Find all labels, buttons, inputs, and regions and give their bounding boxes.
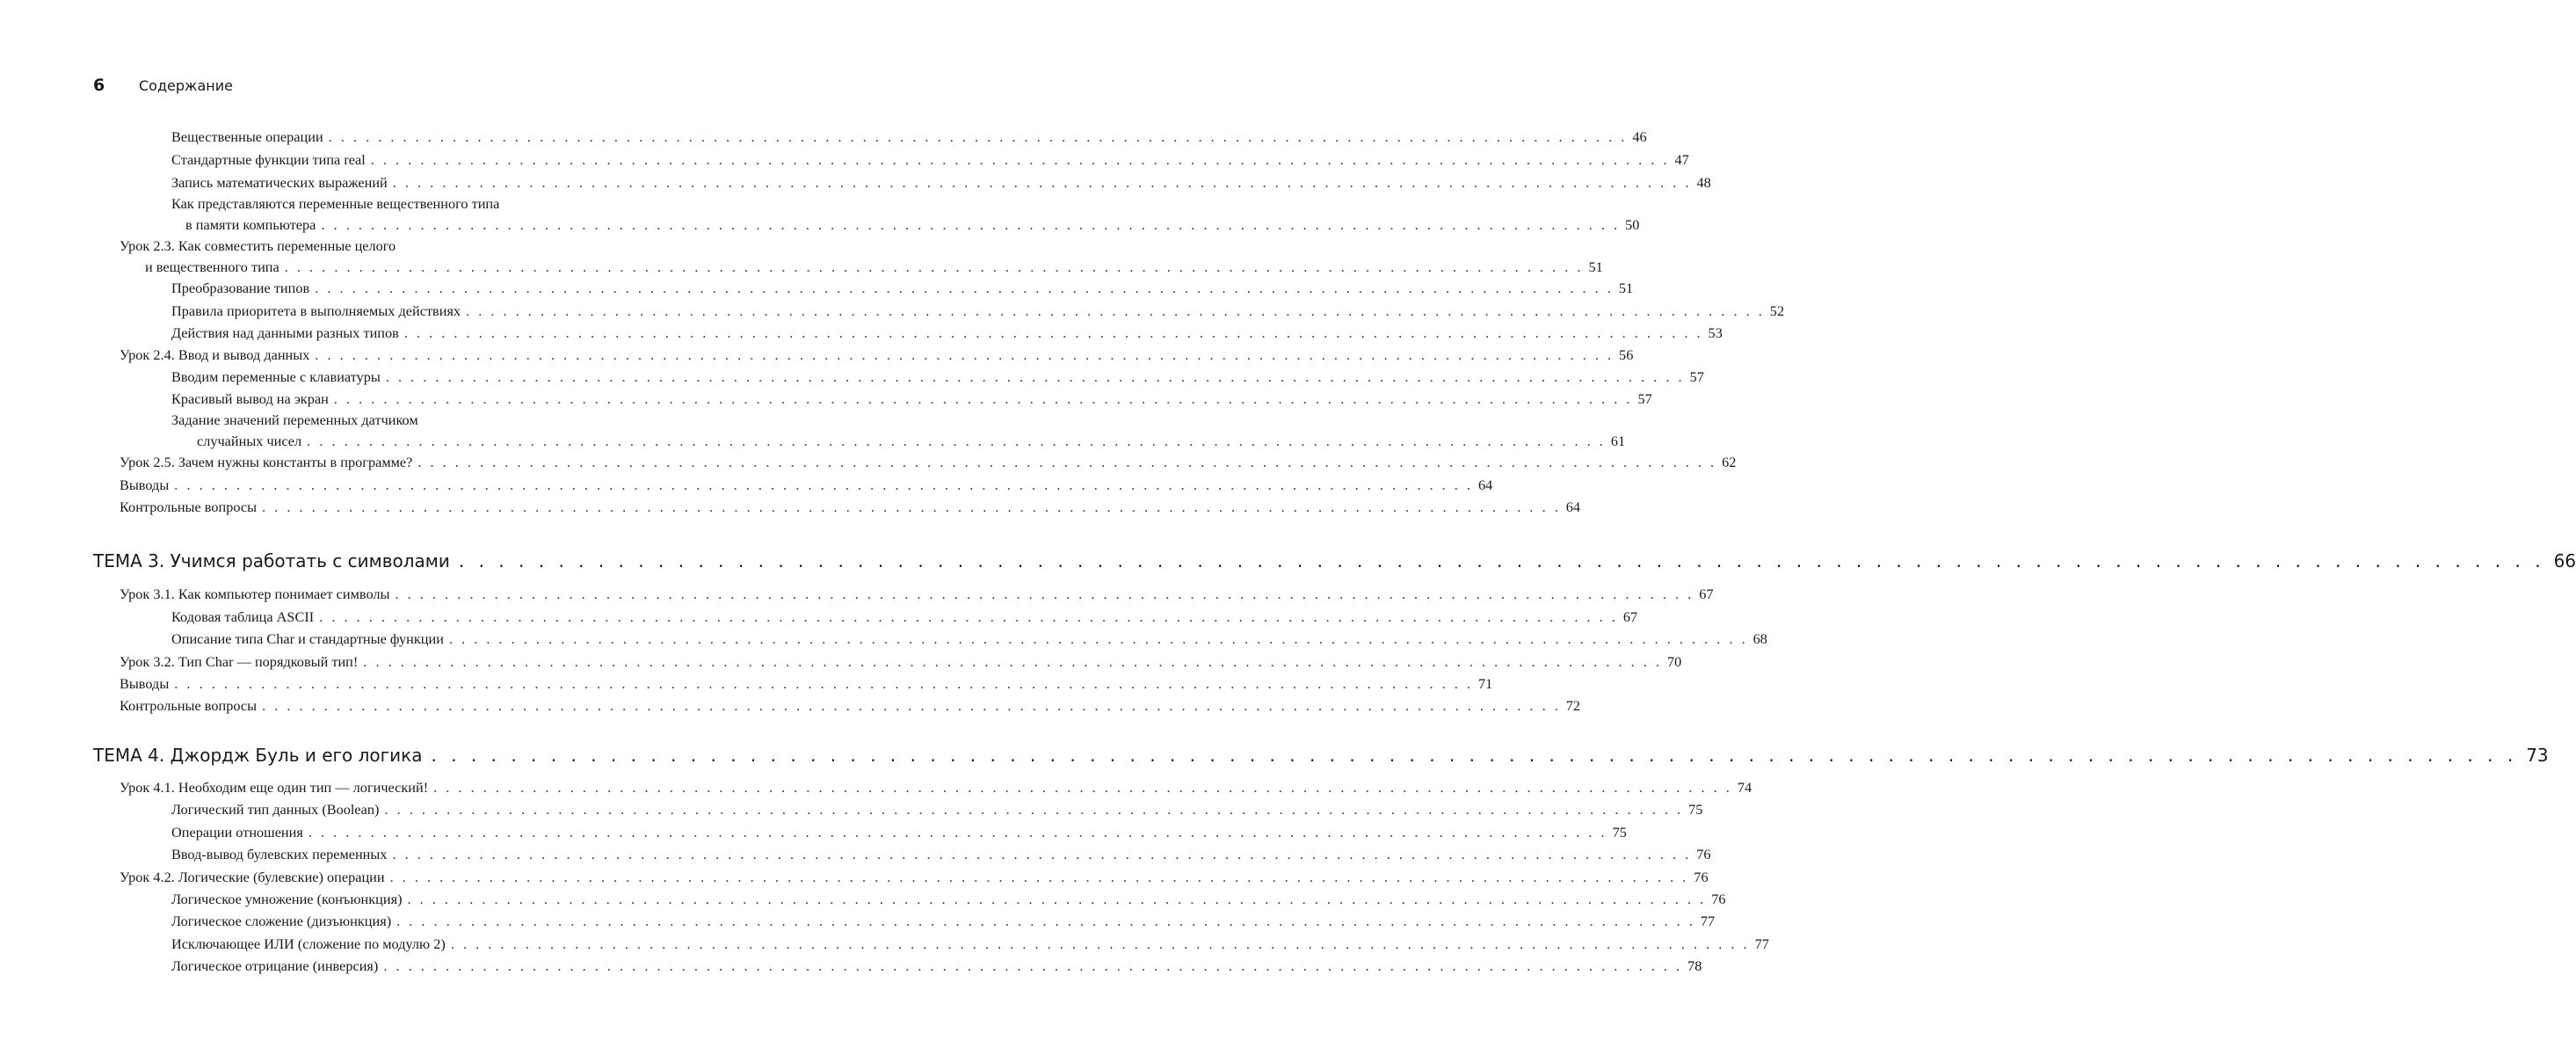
toc-entry[interactable]: Ввод-вывод булевских переменных . . . . . . . . . . . . . . . . . . . . . . . . . . . . . . . . . . . . . . . . . . . . . . . . . . . . . . . . . . . . . . . . . . . . . . . . . . . . . . . . . . . . . . . . . . . . . . . . . . . . . . . . . 76 (171, 846, 1711, 862)
toc-entry[interactable]: Контрольные вопросы . . . . . . . . . . . . . . . . . . . . . . . . . . . . . . . . . . . . . . . . . . . . . . . . . . . . . . . . . . . . . . . . . . . . . . . . . . . . . . . . . . . . . . . . . . . . . . . . . . . . . . . . . 72 (120, 697, 1581, 714)
toc-entry[interactable]: Логический тип данных (Boolean) . . . . . . . . . . . . . . . . . . . . . . . . . . . . . . . . . . . . . . . . . . . . . . . . . . . . . . . . . . . . . . . . . . . . . . . . . . . . . . . . . . . . . . . . . . . . . . . . . . . . . . . . . 75 (171, 801, 1703, 818)
toc-entry[interactable]: Урок 3.1. Как компьютер понимает символы . . . . . . . . . . . . . . . . . . . . . . . . . . . . . . . . . . . . . . . . . . . . . . . . . . . . . . . . . . . . . . . . . . . . . . . . . . . . . . . . . . . . . . . . . . . . . . . . . . . . . . . . . 67 (120, 586, 1714, 602)
toc-topic[interactable]: ТЕМА 4. Джордж Буль и его логика . . . . . . . . . . . . . . . . . . . . . . . . . . . . . . . . . . . . . . . . . . . . . . . . . . . . . . . . . . . . . . . . . . . . . . . . . . . . . . . . . . . . . . . . . . . . . . . . . . . . . . . . . 73 (93, 745, 2549, 766)
toc-entry[interactable]: Урок 2.5. Зачем нужны константы в программе? . . . . . . . . . . . . . . . . . . . . . . . . . . . . . . . . . . . . . . . . . . . . . . . . . . . . . . . . . . . . . . . . . . . . . . . . . . . . . . . . . . . . . . . . . . . . . . . . . . . . . . . . . 62 (120, 454, 1737, 470)
toc-entry[interactable]: Логическое сложение (дизъюнкция) . . . . . . . . . . . . . . . . . . . . . . . . . . . . . . . . . . . . . . . . . . . . . . . . . . . . . . . . . . . . . . . . . . . . . . . . . . . . . . . . . . . . . . . . . . . . . . . . . . . . . . . . . 77 (171, 913, 1716, 929)
page-header (93, 76, 233, 95)
toc-entry[interactable]: Преобразование типов . . . . . . . . . . . . . . . . . . . . . . . . . . . . . . . . . . . . . . . . . . . . . . . . . . . . . . . . . . . . . . . . . . . . . . . . . . . . . . . . . . . . . . . . . . . . . . . . . . . . . . . . . 51 (171, 280, 1634, 296)
toc-entry[interactable]: Логическое отрицание (инверсия) . . . . . . . . . . . . . . . . . . . . . . . . . . . . . . . . . . . . . . . . . . . . . . . . . . . . . . . . . . . . . . . . . . . . . . . . . . . . . . . . . . . . . . . . . . . . . . . . . . . . . . . . . 78 (171, 957, 1702, 974)
toc-entry[interactable]: Контрольные вопросы . . . . . . . . . . . . . . . . . . . . . . . . . . . . . . . . . . . . . . . . . . . . . . . . . . . . . . . . . . . . . . . . . . . . . . . . . . . . . . . . . . . . . . . . . . . . . . . . . . . . . . . . . 64 (120, 498, 1581, 515)
toc-entry[interactable]: Урок 4.2. Логические (булевские) операции . . . . . . . . . . . . . . . . . . . . . . . . . . . . . . . . . . . . . . . . . . . . . . . . . . . . . . . . . . . . . . . . . . . . . . . . . . . . . . . . . . . . . . . . . . . . . . . . . . . . . . . . . 76 (120, 869, 1709, 885)
toc-entry[interactable]: Логическое умножение (конъюнкция) . . . . . . . . . . . . . . . . . . . . . . . . . . . . . . . . . . . . . . . . . . . . . . . . . . . . . . . . . . . . . . . . . . . . . . . . . . . . . . . . . . . . . . . . . . . . . . . . . . . . . . . . . 76 (171, 891, 1726, 907)
toc-entry[interactable]: Выводы . . . . . . . . . . . . . . . . . . . . . . . . . . . . . . . . . . . . . . . . . . . . . . . . . . . . . . . . . . . . . . . . . . . . . . . . . . . . . . . . . . . . . . . . . . . . . . . . . . . . . . . . . 71 (120, 675, 1493, 692)
toc-entry[interactable]: Описание типа Char и стандартные функции . . . . . . . . . . . . . . . . . . . . . . . . . . . . . . . . . . . . . . . . . . . . . . . . . . . . . . . . . . . . . . . . . . . . . . . . . . . . . . . . . . . . . . . . . . . . . . . . . . . . . . . . . 68 (171, 630, 1767, 647)
toc-entry[interactable]: Стандартные функции типа real . . . . . . . . . . . . . . . . . . . . . . . . . . . . . . . . . . . . . . . . . . . . . . . . . . . . . . . . . . . . . . . . . . . . . . . . . . . . . . . . . . . . . . . . . . . . . . . . . . . . . . . . . 47 (171, 151, 1689, 168)
toc-entry[interactable]: Вещественные операции . . . . . . . . . . . . . . . . . . . . . . . . . . . . . . . . . . . . . . . . . . . . . . . . . . . . . . . . . . . . . . . . . . . . . . . . . . . . . . . . . . . . . . . . . . . . . . . . . . . . . . . . . 46 (171, 128, 1647, 145)
toc-entry[interactable]: Исключающее ИЛИ (сложение по модулю 2) . . . . . . . . . . . . . . . . . . . . . . . . . . . . . . . . . . . . . . . . . . . . . . . . . . . . . . . . . . . . . . . . . . . . . . . . . . . . . . . . . . . . . . . . . . . . . . . . . . . . . . . . . 77 (171, 935, 1769, 952)
toc-entry[interactable]: Вводим переменные с клавиатуры . . . . . . . . . . . . . . . . . . . . . . . . . . . . . . . . . . . . . . . . . . . . . . . . . . . . . . . . . . . . . . . . . . . . . . . . . . . . . . . . . . . . . . . . . . . . . . . . . . . . . . . . . 57 (171, 368, 1704, 385)
page-number: 6 (93, 76, 105, 95)
toc-entry[interactable]: Операции отношения . . . . . . . . . . . . . . . . . . . . . . . . . . . . . . . . . . . . . . . . . . . . . . . . . . . . . . . . . . . . . . . . . . . . . . . . . . . . . . . . . . . . . . . . . . . . . . . . . . . . . . . . . 75 (171, 824, 1627, 840)
toc-entry[interactable]: Урок 3.2. Тип Char — порядковый тип! . . . . . . . . . . . . . . . . . . . . . . . . . . . . . . . . . . . . . . . . . . . . . . . . . . . . . . . . . . . . . . . . . . . . . . . . . . . . . . . . . . . . . . . . . . . . . . . . . . . . . . . . . 70 (120, 653, 1682, 670)
toc-entry[interactable]: Красивый вывод на экран . . . . . . . . . . . . . . . . . . . . . . . . . . . . . . . . . . . . . . . . . . . . . . . . . . . . . . . . . . . . . . . . . . . . . . . . . . . . . . . . . . . . . . . . . . . . . . . . . . . . . . . . . 57 (171, 390, 1652, 407)
toc-entry[interactable]: Как представляются переменные вещественного типа в памяти компьютера . . . . . . . . . . . . . . . . . . . . . . . . . . . . . . . . . . . . . . . . . . . . . . . . . . . . . . . . . . . . . . . . . . . . . . . . . . . . . . . . . . . . . . . . . . . . . . . . . . . . . . . . . 50 (171, 195, 1640, 233)
toc-entry[interactable]: Урок 2.4. Ввод и вывод данных . . . . . . . . . . . . . . . . . . . . . . . . . . . . . . . . . . . . . . . . . . . . . . . . . . . . . . . . . . . . . . . . . . . . . . . . . . . . . . . . . . . . . . . . . . . . . . . . . . . . . . . . . 56 (120, 346, 1634, 363)
running-title: Содержание (139, 77, 233, 94)
toc-entry[interactable]: Запись математических выражений . . . . . . . . . . . . . . . . . . . . . . . . . . . . . . . . . . . . . . . . . . . . . . . . . . . . . . . . . . . . . . . . . . . . . . . . . . . . . . . . . . . . . . . . . . . . . . . . . . . . . . . . . 48 (171, 174, 1711, 191)
toc-entry[interactable]: Выводы . . . . . . . . . . . . . . . . . . . . . . . . . . . . . . . . . . . . . . . . . . . . . . . . . . . . . . . . . . . . . . . . . . . . . . . . . . . . . . . . . . . . . . . . . . . . . . . . . . . . . . . . . 64 (120, 477, 1493, 493)
toc-entry[interactable]: Кодовая таблица ASCII . . . . . . . . . . . . . . . . . . . . . . . . . . . . . . . . . . . . . . . . . . . . . . . . . . . . . . . . . . . . . . . . . . . . . . . . . . . . . . . . . . . . . . . . . . . . . . . . . . . . . . . . . 67 (171, 608, 1638, 625)
toc-entry[interactable]: Урок 2.3. Как совместить переменные целого и вещественного типа . . . . . . . . . . . . . . . . . . . . . . . . . . . . . . . . . . . . . . . . . . . . . . . . . . . . . . . . . . . . . . . . . . . . . . . . . . . . . . . . . . . . . . . . . . . . . . . . . . . . . . . . . 51 (120, 237, 1603, 275)
toc-entry[interactable]: Задание значений переменных датчиком случайных чисел . . . . . . . . . . . . . . . . . . . . . . . . . . . . . . . . . . . . . . . . . . . . . . . . . . . . . . . . . . . . . . . . . . . . . . . . . . . . . . . . . . . . . . . . . . . . . . . . . . . . . . . . . 61 (171, 411, 1626, 449)
toc-entry[interactable]: Правила приоритета в выполняемых действиях . . . . . . . . . . . . . . . . . . . . . . . . . . . . . . . . . . . . . . . . . . . . . . . . . . . . . . . . . . . . . . . . . . . . . . . . . . . . . . . . . . . . . . . . . . . . . . . . . . . . . . . . . 52 (171, 302, 1785, 319)
toc-topic[interactable]: ТЕМА 3. Учимся работать с символами . . . . . . . . . . . . . . . . . . . . . . . . . . . . . . . . . . . . . . . . . . . . . . . . . . . . . . . . . . . . . . . . . . . . . . . . . . . . . . . . . . . . . . . . . . . . . . . . . . . . . . . . . 66 (93, 550, 2576, 571)
toc-entry[interactable]: Урок 4.1. Необходим еще один тип — логический! . . . . . . . . . . . . . . . . . . . . . . . . . . . . . . . . . . . . . . . . . . . . . . . . . . . . . . . . . . . . . . . . . . . . . . . . . . . . . . . . . . . . . . . . . . . . . . . . . . . . . . . . . 74 (120, 779, 1752, 796)
toc-entry[interactable]: Действия над данными разных типов . . . . . . . . . . . . . . . . . . . . . . . . . . . . . . . . . . . . . . . . . . . . . . . . . . . . . . . . . . . . . . . . . . . . . . . . . . . . . . . . . . . . . . . . . . . . . . . . . . . . . . . . . 53 (171, 324, 1723, 341)
